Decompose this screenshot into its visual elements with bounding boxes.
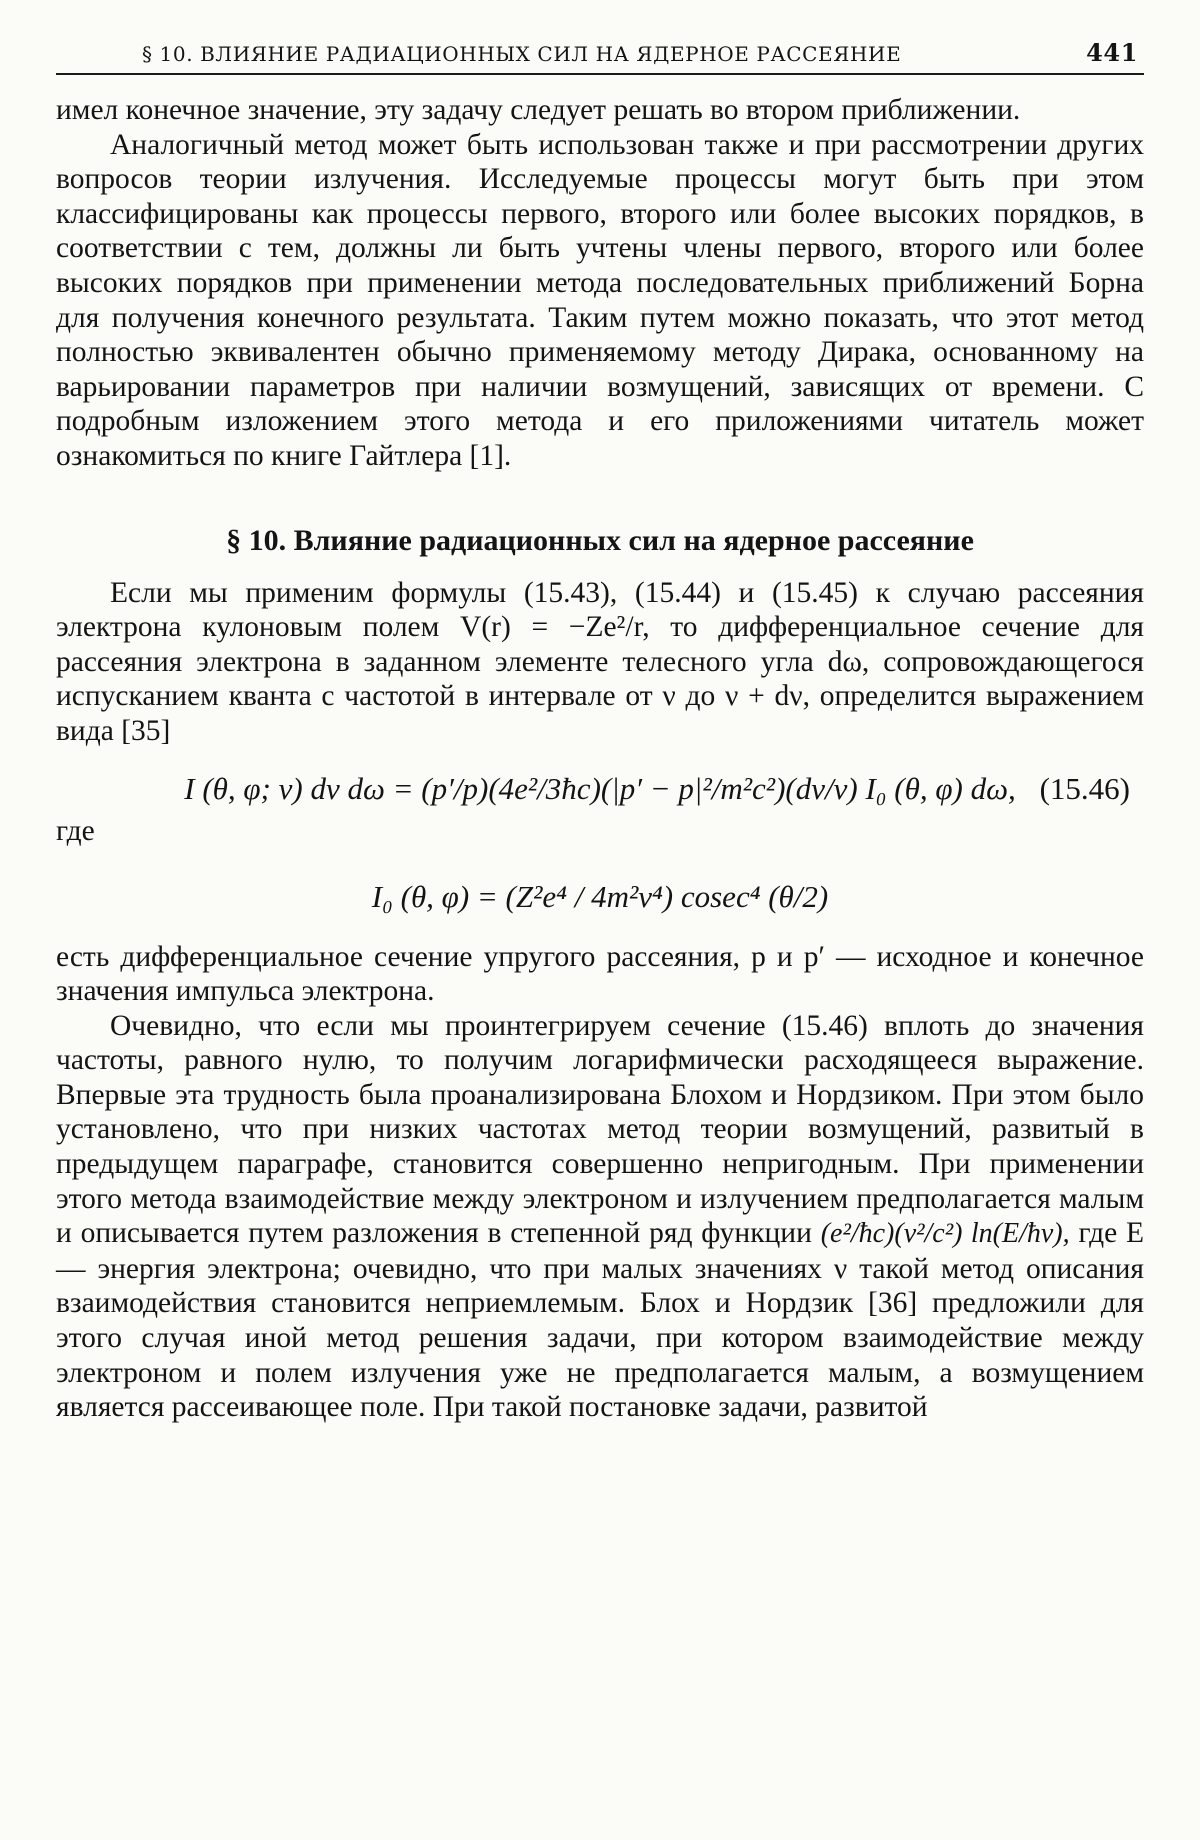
where-label: где — [56, 814, 95, 847]
divergence-text-start: Очевидно, что если мы проинтегрируем сечение (15.46) вплоть до значения частоты, равного нулю, то получим логарифмически расходящееся выражение. Впервые эта трудность была проанализирована Блохом и Нордзиком. При этом было установлено, что при низких частотах метод теории возмущений, развитый в предыдущем параграфе, становится совершенно непригодным. При применении этого метода взаимодействие между электроном и излучением предполагается малым и описывается путем разложения в степенной ряд функции — [56, 1009, 1144, 1250]
paragraph-coulomb-scattering: Если мы применим формулы (15.43), (15.44) и (15.45) к случаю рассеяния электрона кулоновым полем V(r) = −Ze²/r, то дифференциальное сечение для рассеяния электрона в заданном элементе телесного угла dω, сопровождающегося испусканием кванта с частотой в интервале от ν до ν + dν, определится выражением вида [35] — [56, 576, 1144, 747]
paragraph-continuation: имел конечное значение, эту задачу следует решать во втором приближении. — [56, 94, 1021, 126]
equation-15-46 — [56, 753, 1144, 825]
section-heading: § 10. Влияние радиационных сил на ядерное рассеяние — [226, 523, 974, 557]
running-title: § 10. ВЛИЯНИЕ РАДИАЦИОННЫХ СИЛ НА ЯДЕРНОЕ РАССЕЯНИЕ — [142, 42, 902, 66]
paragraph-elastic-definition: есть дифференциальное сечение упругого рассеяния, p и p′ — исходное и конечное значения импульса электрона. — [56, 940, 1144, 1008]
paragraph-analogous-method: Аналогичный метод может быть использован также и при рассмотрении других вопросов теории излучения. Исследуемые процессы могут быть при этом классифицированы как процессы первого, второго или более высоких порядков, в соответствии с тем, должны ли быть учтены члены первого, второго или более высоких порядков при применении метода последовательных приближений Борна для получения конечного результата. Таким путем можно показать, что этот метод полностью эквивалентен обычно применяемому методу Дирака, основанному на варьировании параметров при наличии возмущений, зависящих от времени. С подробным изложением этого метода и его приложениями читатель может ознакомиться по книге Гайтлера [1]. — [56, 128, 1144, 472]
page-number: 441 — [1086, 38, 1138, 67]
divergence-text-end: где E — энергия электрона; очевидно, что при малых значениях ν такой метод описания взаимодействия становится неприемлемым. Блох и Нордзик [36] предложили для этого случая иной метод решения задачи, при котором взаимодействие между электроном и полем излучения уже не предполагается малым, а возмущением является рассеивающее поле. При такой постановке задачи, развитой — [56, 1217, 1144, 1424]
paragraph-divergence — [56, 1009, 1144, 1425]
equation-elastic-cross-section — [56, 854, 1144, 940]
running-head — [56, 38, 1144, 75]
equation-elastic-body: I₀ (θ, φ) = (Z²e⁴ / 4m²v⁴) cosec⁴ (θ/2) — [371, 878, 829, 914]
equation-15-46-body: I (θ, φ; ν) dν dω = (p′/p)(4e²/3ħc)(|p′ − p|²/m²c²)(dν/ν) I₀ (θ, φ) dω, — [184, 770, 1016, 806]
inline-expansion-formula: (e²/ħc)(v²/c²) ln(E/ħν), — [820, 1218, 1070, 1250]
equation-number: (15.46) — [1039, 770, 1130, 806]
